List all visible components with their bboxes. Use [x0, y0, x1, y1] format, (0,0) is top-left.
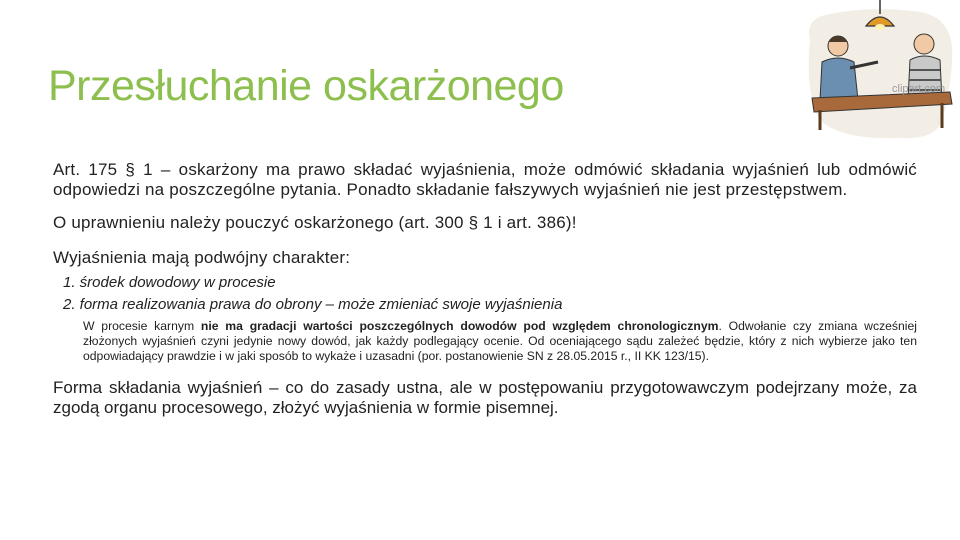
note-bold-text: nie ma gradacji wartości poszczególnych dowodów pod względem chronologicznym	[200, 319, 719, 333]
paragraph-art-175: Art. 175 § 1 – oskarżony ma prawo składać wyjaśnienia, może odmówić składania wyjaśnień lub odmówić odpowiedzi na poszczególne pytania. Ponadto składanie fałszywych wyjaśnień nie jest przestępstwem.	[53, 160, 917, 199]
paragraph-form	[53, 378, 917, 418]
form-text-end: podejrzany może, za zgodą organu procesowego, złożyć wyjaśnienia w formie pisemnej.	[53, 378, 917, 417]
interrogation-clipart	[800, 0, 958, 145]
note-text-end: . Odwołanie czy zmiana wcześniej złożonych wyjaśnień czyni jedynie nowy dowód, jak każdy podlegający ocenie. Od oceniającego sądu zależeć będzie, który z nich wybierze jako ten odpowiadający prawdzie i w jaki sposób to wykaże i uzasadni (por. postanowienie SN z 28.05.2015 r., II KK 123/15).	[83, 319, 918, 363]
character-list	[63, 272, 917, 316]
list-item: 2. forma realizowania prawa do obrony – może zmieniać swoje wyjaśnienia	[63, 296, 563, 313]
form-highlight: postępowaniu przygotowawczym	[498, 378, 750, 397]
note-text-start: W procesie karnym	[83, 319, 201, 333]
form-text-start: Forma składania wyjaśnień – co do zasady ustna, ale w	[53, 378, 499, 397]
list-item: 1. środek dowodowy w procesie	[63, 274, 276, 291]
slide-title: Przesłuchanie oskarżonego	[48, 62, 564, 110]
slide-body	[53, 160, 917, 418]
paragraph-instruction: O uprawnieniu należy pouczyć oskarżonego (art. 300 § 1 i art. 386)!	[53, 213, 577, 232]
case-law-note	[83, 319, 917, 364]
clipart-watermark: clipart.com	[892, 83, 946, 95]
paragraph-dual-character: Wyjaśnienia mają podwójny charakter:	[53, 248, 351, 267]
